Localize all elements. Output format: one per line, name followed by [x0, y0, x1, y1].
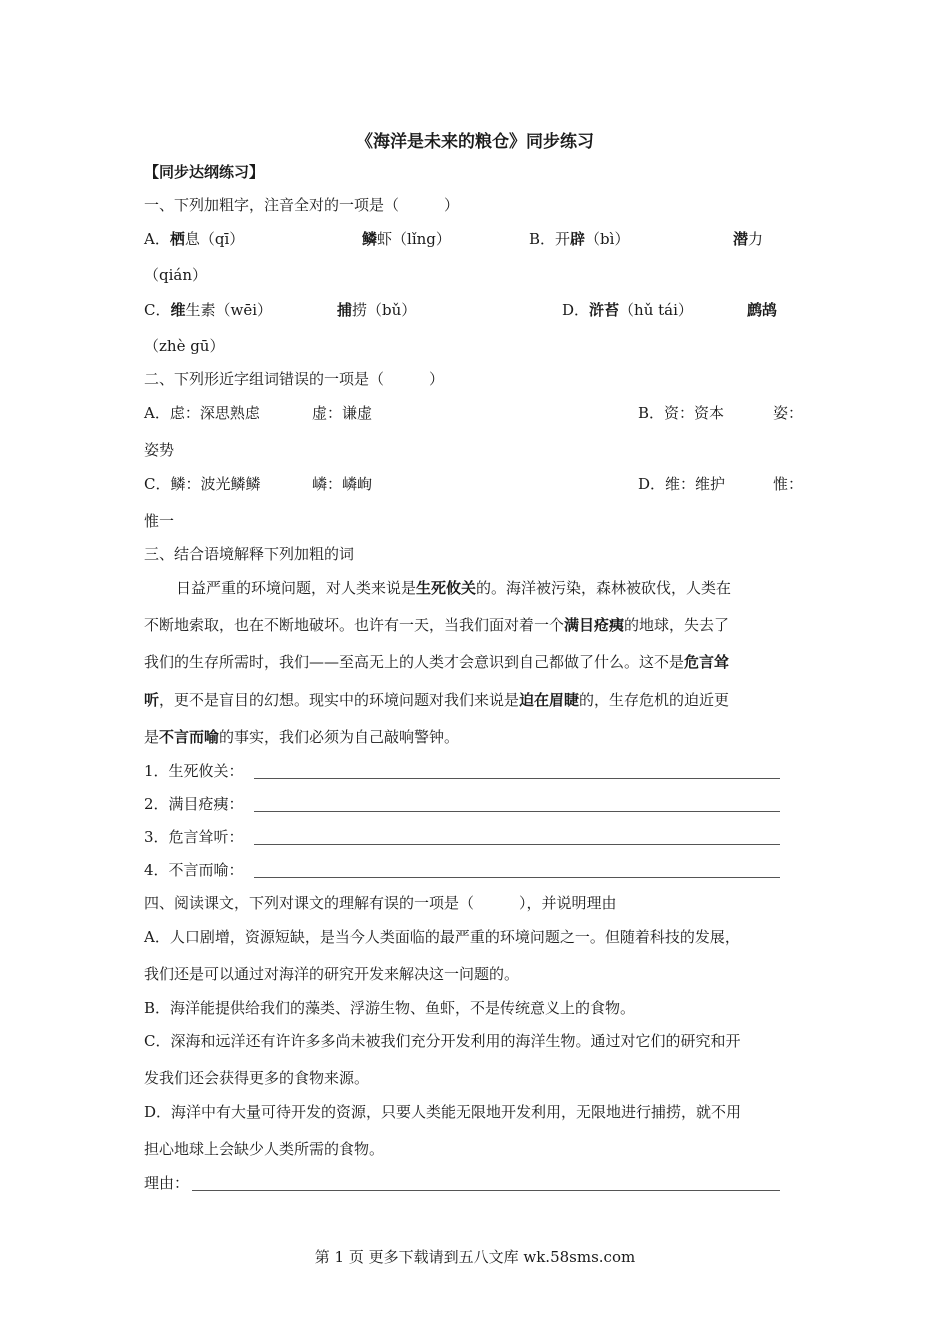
answer-blank[interactable] [254, 877, 780, 878]
q2-option-c-part1: C．鳞：波光鳞鳞 [144, 475, 261, 493]
q4-option-d: D．海洋中有大量可待开发的资源，只要人类能无限地开发利用，无限地进行捕捞，就不用 [144, 1103, 742, 1121]
q1-option-d [562, 300, 693, 320]
q2-option-b-part2: 姿： [773, 404, 804, 422]
q1-option-a-second [362, 229, 451, 249]
q4-option-a-cont: 我们还是可以通过对海洋的研究开发来解决这一问题的。 [144, 965, 520, 983]
page-title: 《海洋是未来的粮仓》同步练习 [356, 132, 594, 152]
answer-item-label: 3．危言耸听： [144, 828, 244, 846]
answer-blank[interactable] [254, 811, 780, 812]
bold-char: 栖 [169, 230, 185, 248]
q2-option-d-cont: 惟一 [144, 512, 175, 530]
q2-option-d-part2: 惟： [773, 475, 804, 493]
section-header: 【同步达纲练习】 [144, 163, 265, 181]
reason-blank[interactable] [192, 1190, 780, 1191]
passage-text: 是 [144, 728, 160, 746]
q2-option-d-part1: D．维：维护 [638, 475, 726, 493]
answer-item-label: 2．满目疮痍： [144, 795, 244, 813]
page-footer: 第 1 页 更多下载请到五八文库 wk.58sms.com [314, 1248, 636, 1266]
option-label: A． [144, 230, 170, 248]
option-text: （hǔ tái） [619, 301, 693, 319]
option-text: 息（qī） [184, 230, 245, 248]
q2-option-c-part2: 嶙：嶙峋 [312, 475, 373, 493]
bold-term: 听 [144, 691, 160, 709]
q1-option-d-second: 鹧鸪 [747, 301, 778, 319]
option-text: （bì） [585, 230, 630, 248]
option-label: D． [562, 301, 590, 319]
bold-char: 维 [170, 301, 186, 319]
bold-term: 满目疮痍 [564, 616, 625, 634]
option-text: 力 [748, 230, 764, 248]
question-2-stem: 二、下列形近字组词错误的一项是（ ） [144, 370, 445, 388]
reason-label: 理由： [144, 1174, 190, 1192]
q4-option-c: C．深海和远洋还有许许多多尚未被我们充分开发利用的海洋生物。通过对它们的研究和开 [144, 1032, 741, 1050]
q1-option-d-pinyin: （zhè gū） [144, 337, 225, 355]
q4-option-c-cont: 发我们还会获得更多的食物来源。 [144, 1069, 370, 1087]
option-text: 虾（lǐng） [377, 230, 451, 248]
answer-item-label: 1．生死攸关： [144, 762, 244, 780]
q2-option-a-part1: A．虑：深思熟虑 [144, 404, 260, 422]
q1-option-c-second [337, 300, 416, 320]
bold-term: 不言而喻 [159, 728, 220, 746]
q4-option-a: A．人口剧增，资源短缺，是当今人类面临的最严重的环境问题之一。但随着科技的发展， [144, 928, 740, 946]
answer-item-label: 4．不言而喻： [144, 861, 244, 879]
passage-text: 的事实，我们必须为自己敲响警钟。 [219, 728, 460, 746]
q1-option-b [529, 229, 629, 249]
option-text: 捞（bǔ） [352, 301, 417, 319]
bold-char: 辟 [570, 230, 586, 248]
bold-term: 迫在眉睫 [519, 691, 580, 709]
question-1-stem: 一、下列加粗字，注音全对的一项是（ ） [144, 196, 460, 214]
q2-option-a-part2: 虚：谦虚 [312, 404, 373, 422]
passage-text: ，更不是盲目的幻想。现实中的环境问题对我们来说是 [159, 691, 520, 709]
passage-text: 日益严重的环境问题，对人类来说是 [176, 579, 417, 597]
bold-char: 潜 [733, 230, 749, 248]
q1-option-c [144, 300, 272, 320]
bold-char: 鳞 [362, 230, 378, 248]
bold-char: 捕 [337, 301, 353, 319]
q1-option-b-pinyin: （qián） [144, 266, 208, 284]
passage-text: 我们的生存所需时，我们——至高无上的人类才会意识到自己都做了什么。这不是 [144, 653, 685, 671]
passage-line [144, 615, 729, 635]
question-3-stem: 三、结合语境解释下列加粗的词 [144, 545, 355, 563]
answer-blank[interactable] [254, 778, 780, 779]
option-label: C． [144, 301, 171, 319]
option-label: B．开 [529, 230, 571, 248]
q4-option-b: B．海洋能提供给我们的藻类、浮游生物、鱼虾，不是传统意义上的食物。 [144, 999, 636, 1017]
passage-text: 不断地索取，也在不断地破坏。也许有一天，当我们面对着一个 [144, 616, 565, 634]
bold-term: 危言耸 [684, 653, 730, 671]
passage-line [176, 578, 731, 598]
option-text: 生素（wēi） [185, 301, 273, 319]
q2-option-b-cont: 姿势 [144, 441, 175, 459]
passage-line [144, 690, 729, 710]
q4-option-d-cont: 担心地球上会缺少人类所需的食物。 [144, 1140, 385, 1158]
bold-char: 浒苔 [589, 301, 620, 319]
passage-text: 的。海洋被污染，森林被砍伐，人类在 [476, 579, 732, 597]
passage-line [144, 727, 459, 747]
passage-line [144, 652, 729, 672]
question-4-stem: 四、阅读课文，下列对课文的理解有误的一项是（ ），并说明理由 [144, 894, 617, 912]
passage-text: 的，生存危机的迫近更 [579, 691, 730, 709]
answer-blank[interactable] [254, 844, 780, 845]
passage-text: 的地球，失去了 [624, 616, 730, 634]
bold-term: 生死攸关 [416, 579, 477, 597]
q2-option-b-part1: B．资：资本 [638, 404, 725, 422]
q1-option-a [144, 229, 244, 249]
q1-option-b-second [733, 229, 763, 249]
